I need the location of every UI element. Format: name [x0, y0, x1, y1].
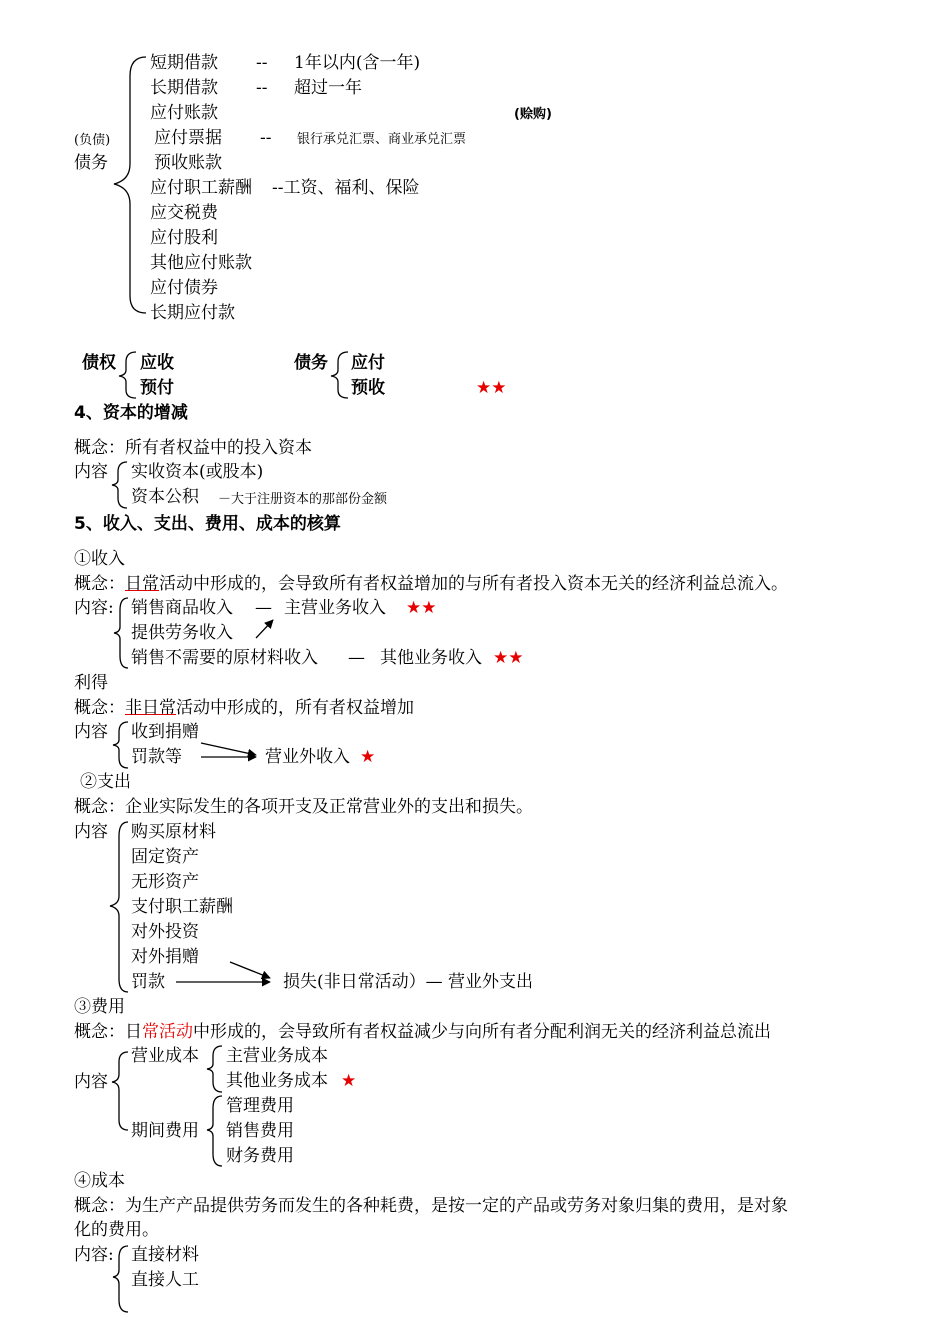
- list-item: 财务费用: [226, 1146, 294, 1166]
- liab-item-other: 其他应付账款: [150, 253, 252, 273]
- liab-item-notes-payable: 应付票据: [154, 128, 222, 148]
- liab-item-long-loan: 长期借款: [150, 78, 218, 98]
- list-item: 对外捐赠: [131, 947, 199, 967]
- list-item: 支付职工薪酬: [131, 897, 233, 917]
- liab-item-dividend: 应付股利: [150, 228, 218, 248]
- arrow: [201, 743, 256, 755]
- rights-left-item: 预付: [140, 378, 174, 398]
- star-icon: ★: [341, 1071, 357, 1091]
- brace: [207, 1096, 222, 1166]
- liab-dash: --: [260, 128, 272, 148]
- brace: [207, 1046, 222, 1092]
- sub-heading: ③费用: [74, 997, 125, 1017]
- liab-item-bond: 应付债券: [150, 278, 218, 298]
- brace: [112, 462, 127, 508]
- liab-dash: --: [256, 78, 268, 98]
- liab-group-label: 债务: [74, 153, 108, 173]
- concept-text: 概念：非日常活动中形成的，所有者权益增加: [74, 698, 414, 718]
- concept-text: 概念：企业实际发生的各项开支及正常营业外的支出和损失。: [74, 797, 533, 817]
- liab-note-notes: 银行承兑汇票、商业承兑汇票: [297, 132, 467, 147]
- liab-group-small-label: (负债): [74, 133, 111, 148]
- sub-heading: 利得: [74, 673, 108, 693]
- liab-item-short-loan: 短期借款: [150, 53, 218, 73]
- brace: [119, 352, 136, 398]
- concept-text: 概念：为生产产品提供劳务而发生的各种耗费，是按一定的产品或劳务对象归集的费用，是对象: [74, 1196, 788, 1216]
- section-heading: 5、收入、支出、费用、成本的核算: [74, 514, 341, 534]
- note-text: －大于注册资本的那部份金额: [218, 492, 388, 507]
- brace: [114, 57, 146, 313]
- main-business-income: 主营业务收入: [284, 598, 386, 618]
- liab-note-short: 1年以内(含一年): [294, 53, 421, 73]
- brace: [113, 1246, 128, 1312]
- period-expense-label: 期间费用: [131, 1121, 199, 1141]
- content-label: 内容: [74, 722, 108, 742]
- list-item: 购买原材料: [131, 822, 216, 842]
- operating-cost-label: 营业成本: [131, 1046, 199, 1066]
- sub-heading: ④成本: [74, 1171, 125, 1191]
- liab-dash: --: [256, 53, 268, 73]
- arrow: [230, 962, 270, 978]
- sub-heading: ①收入: [74, 549, 125, 569]
- non-operating-income: 营业外收入: [265, 747, 350, 767]
- liab-item-advance: 预收账款: [154, 153, 222, 173]
- non-operating-expense: 损失(非日常活动）— 营业外支出: [283, 972, 534, 992]
- concept-text: 化的费用。: [74, 1220, 159, 1240]
- star-icon: ★★: [493, 648, 524, 668]
- list-item: 资本公积: [131, 487, 199, 507]
- list-item: 提供劳务收入: [131, 623, 233, 643]
- list-item: 管理费用: [226, 1096, 294, 1116]
- rights-left-label: 债权: [82, 353, 116, 373]
- star-icon: ★★: [406, 598, 437, 618]
- brace: [331, 352, 348, 398]
- list-item: 实收资本(或股本): [131, 462, 264, 482]
- liab-item-tax: 应交税费: [150, 203, 218, 223]
- section-heading: 4、资本的增减: [74, 403, 188, 423]
- liab-note-salary: --工资、福利、保险: [272, 178, 420, 198]
- rights-left-item: 应收: [140, 353, 174, 373]
- star-icon: ★: [360, 747, 376, 767]
- list-item: 罚款: [131, 972, 165, 992]
- list-item: 固定资产: [131, 847, 199, 867]
- list-item: 销售不需要的原材料收入: [131, 648, 318, 668]
- other-business-income: 其他业务收入: [380, 648, 482, 668]
- rights-right-item: 预收: [351, 378, 385, 398]
- brace: [114, 598, 128, 668]
- brace: [110, 822, 128, 992]
- list-item: 直接材料: [131, 1245, 199, 1265]
- sub-heading: ②支出: [80, 772, 131, 792]
- arrow: [256, 620, 273, 638]
- concept-text: 概念：日常活动中形成的，会导致所有者权益增加的与所有者投入资本无关的经济利益总流入。: [74, 574, 788, 594]
- rights-right-label: 债务: [294, 353, 328, 373]
- list-item: 直接人工: [131, 1270, 199, 1290]
- liab-item-payable: 应付账款: [150, 103, 218, 123]
- list-item: 其他业务成本: [226, 1071, 328, 1091]
- list-item: 对外投资: [131, 922, 199, 942]
- star-icon: ★★: [476, 378, 507, 398]
- list-item: 销售费用: [226, 1121, 294, 1141]
- liab-note-long: 超过一年: [294, 78, 362, 98]
- brace: [112, 1052, 128, 1130]
- rights-right-item: 应付: [351, 353, 385, 373]
- dash: —: [255, 598, 272, 618]
- content-label: 内容: [74, 822, 108, 842]
- liab-item-long-payable: 长期应付款: [150, 303, 235, 323]
- list-item: 无形资产: [131, 872, 199, 892]
- list-item: 罚款等: [131, 747, 182, 767]
- content-label: 内容:: [74, 598, 114, 618]
- dash: —: [348, 648, 365, 668]
- liab-item-salary: 应付职工薪酬: [150, 178, 252, 198]
- concept-text: 概念：日常活动中形成的，会导致所有者权益减少与向所有者分配利润无关的经济利益总流出: [74, 1022, 771, 1042]
- content-label: 内容: [74, 1072, 108, 1092]
- list-item: 收到捐赠: [131, 722, 199, 742]
- content-label: 内容:: [74, 1245, 114, 1265]
- content-label: 内容: [74, 462, 108, 482]
- list-item: 销售商品收入: [131, 598, 233, 618]
- liab-note-credit-purchase: (赊购): [514, 107, 552, 122]
- concept-text: 概念：所有者权益中的投入资本: [74, 438, 312, 458]
- brace: [113, 722, 128, 768]
- list-item: 主营业务成本: [226, 1046, 328, 1066]
